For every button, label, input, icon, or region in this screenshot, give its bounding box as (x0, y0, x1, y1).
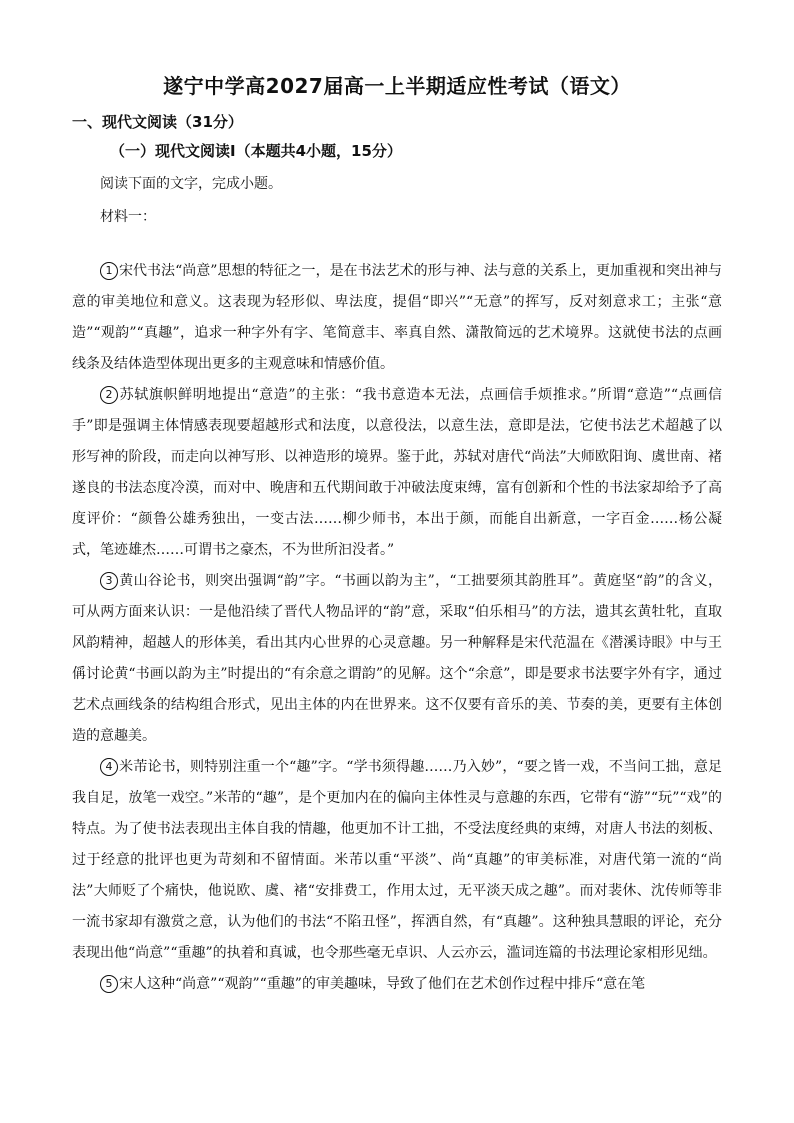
paragraph-number-badge: 3 (100, 572, 118, 590)
instruction-text: 阅读下面的文字，完成小题。 (100, 176, 282, 192)
paragraph-number-badge: 4 (100, 758, 118, 776)
section-heading-modern-reading: 一、现代文阅读（31分） (72, 113, 243, 131)
passage-paragraph (72, 566, 722, 752)
paragraph-text: 宋人这种“尚意”“观韵”“重趣”的审美趣味，导致了他们在艺术创作过程中排斥“意在笔 (119, 976, 646, 992)
subsection-heading-reading-one: （一）现代文阅读Ⅰ（本题共4小题，15分） (110, 142, 402, 160)
paragraph-text: 黄山谷论书，则突出强调“韵”字。“书画以韵为主”，“工拙要须其韵胜耳”。黄庭坚“韵”的含义，可从两方面来认识：一是他沿续了晋代人物品评的“韵”意，采取“伯乐相马”的方法，遗其玄黄牡牝，直取风韵精神，超越人的形体美，看出其内心世界的心灵意趣。另一种解释是宋代范温在《潜溪诗眼》中与王偁讨论黄“书画以韵为主”时提出的“有余意之谓韵”的见解。这个“余意”，即是要求书法要字外有字，通过艺术点画线条的结构组合形式，见出主体的内在世界来。这不仅要有音乐的美、节奏的美，更要有主体创造的意趣美。 (72, 573, 722, 744)
exam-title: 遂宁中学高2027届高一上半期适应性考试（语文） (163, 74, 631, 98)
paragraph-text: 米芾论书，则特别注重一个“趣”字。“学书须得趣……乃入妙”，“要之皆一戏，不当问工拙，意足我自足，放笔一戏空。”米芾的“趣”，是个更加内在的偏向主体性灵与意趣的东西，它带有“游”“玩”“戏”的特点。为了使书法表现出主体自我的情趣，他更加不计工拙，不受法度经典的束缚，对唐人书法的刻板、过于经意的批评也更为苛刻和不留情面。米芾以重“平淡”、尚“真趣”的审美标准，对唐代第一流的“尚法”大师贬了个痛快，他说欧、虞、褚“安排费工，作用太过，无平淡天成之趣”。而对裴休、沈传师等非一流书家却有激赏之意，认为他们的书法“不陷丑怪”，挥洒自然，有“真趣”。这种独具慧眼的评论，充分表现出他“尚意”“重趣”的执着和真诚，也令那些毫无卓识、人云亦云，滥词连篇的书法理论家相形见绌。 (72, 759, 722, 961)
passage-body (72, 256, 722, 1000)
paragraph-number-badge: 5 (100, 975, 118, 993)
passage-paragraph (72, 256, 722, 380)
material-label: 材料一： (100, 209, 156, 225)
paragraph-text: 宋代书法“尚意”思想的特征之一，是在书法艺术的形与神、法与意的关系上，更加重视和突出神与意的审美地位和意义。这表现为轻形似、卑法度，提倡“即兴”“无意”的挥写，反对刻意求工；主张“意造”“观韵”“真趣”，追求一种字外有字、笔简意丰、率真自然、潇散简远的艺术境界。这就使书法的点画线条及结体造型体现出更多的主观意味和情感价值。 (72, 263, 722, 372)
paragraph-number-badge: 2 (100, 386, 118, 404)
passage-paragraph (72, 752, 722, 969)
passage-paragraph (72, 969, 722, 1000)
passage-paragraph (72, 380, 722, 566)
paragraph-text: 苏轼旗帜鲜明地提出“意造”的主张：“我书意造本无法，点画信手烦推求。”所谓“意造”“点画信手”即是强调主体情感表现要超越形式和法度，以意役法，以意生法，意即是法，它使书法艺术超越了以形写神的阶段，而走向以神写形、以神造形的境界。鉴于此，苏轼对唐代“尚法”大师欧阳询、虞世南、褚遂良的书法态度冷漠，而对中、晚唐和五代期间敢于冲破法度束缚，富有创新和个性的书法家却给予了高度评价：“颜鲁公雄秀独出，一变古法……柳少师书，本出于颜，而能自出新意，一字百金……杨公凝式，笔迹雄杰……可谓书之豪杰，不为世所汩没者。” (72, 387, 722, 558)
paragraph-number-badge: 1 (100, 262, 118, 280)
